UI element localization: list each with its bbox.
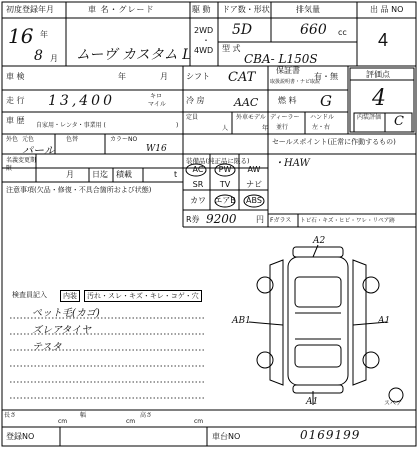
height-unit: cm [194,418,204,425]
recycle-unit: 円 [256,215,264,224]
history-close: ) [176,122,179,129]
history-sub: 自家用・レンタ・事業用 ( [36,122,106,129]
color-no-value: W16 [146,144,167,154]
equipment-circle-mark [244,195,264,207]
grade-value: 4 [372,86,386,111]
inspector-note-2: ズレアタイヤ [32,325,92,336]
dealer-sub: 並行 [276,124,289,131]
doors-label: ドア数・形状 [222,5,270,14]
title-day-unit: 日迄 [92,170,108,179]
exterior-color-label: 外色 [6,136,19,143]
mark-front: A2 [313,236,326,246]
glass-label: Fガラス [270,217,292,224]
notes-label: 注意事項(欠品・修復・不具合箇所および状態) [6,186,152,194]
doors-value: 5D [232,22,253,38]
model-change-label: 外車モデル [236,114,266,121]
car-name-value: ムーヴ カスタム L [76,47,192,63]
year-value: 16 [8,24,34,48]
chassis-label: 車台NO [212,432,241,441]
mark-right: A1 [378,316,391,326]
sales-point-value: ・HAW [274,158,310,169]
height-label: 高さ [140,412,153,419]
right-front-wheel [363,277,379,293]
width-label: 幅 [80,412,87,419]
month-unit: 月 [50,54,58,63]
left-side-view [270,260,283,385]
inspection-year-unit: 年 [118,72,126,81]
equipment-label: 装備品(純正品に限る) [186,157,250,165]
shift-value: CAT [228,70,256,85]
mileage-unit-km: キロ [150,93,163,100]
spare-label: スペア [384,400,403,407]
equipment-circle-mark [186,164,206,176]
glass-damage-legend: トビ石・キズ・ヒビ・ワレ・リペア跡 [300,218,395,224]
chassis-value: 0169199 [300,428,361,442]
warranty-label: 保証書 [276,66,300,75]
model-value: CBA- L150S [244,52,318,66]
mileage-label: 走 行 [6,96,25,105]
model-change-unit: 年 [262,125,269,132]
model-label: 型 式 [222,44,241,53]
inspector-label: 検査員記入 [12,291,47,299]
warranty-sub: 取扱説明書・ナビ取説 [270,79,321,85]
right-rear-wheel [363,352,379,368]
grade-label: 評価点 [366,70,390,79]
rear-bumper [293,385,343,393]
length-unit: cm [58,418,68,425]
cc-unit: cc [338,28,347,37]
ac-label: 冷 房 [186,96,205,105]
color-no-label: カラーNO [110,136,138,143]
first-reg-label: 初度登録年月 [6,5,54,14]
right-side-view [353,260,366,385]
load-label: 積載 [116,170,132,179]
title-change-label: 名義変更期限 [6,157,37,172]
registration-label: 登録NO [6,432,35,441]
equipment-item: AW [247,165,261,174]
inspection-label: 車 検 [6,72,25,81]
rear-window [295,345,341,367]
recycle-value: 9200 [206,212,237,226]
fuel-label: 燃 料 [278,96,297,105]
length-label: 長さ [4,412,17,419]
handle-label: ハンドル [310,114,335,121]
mileage-value: 13,400 [48,93,115,109]
left-rear-wheel [257,352,273,368]
damage-legend: 汚れ・スレ・キズ・キレ・コゲ・穴 [84,290,202,302]
month-value: 8 [34,48,43,64]
warranty-value: 有・無 [314,72,338,81]
lot-label: 出 品 NO [370,5,404,14]
color-value: パール [22,144,55,157]
drive-label: 駆 動 [192,5,211,14]
mark-rear: A1 [306,397,319,407]
displacement-label: 排気量 [296,5,320,14]
left-front-wheel [257,277,273,293]
mark-left: AB1 [232,316,251,326]
equipment-circle-mark [215,195,235,207]
front-bumper [293,247,343,257]
equipment-item: TV [219,180,231,189]
sales-point-label: セールスポイント(正常に作動するもの) [272,138,396,146]
interior-value: C [394,114,404,129]
fuel-value: G [320,92,332,110]
width-unit: cm [126,418,136,425]
equipment-item: AC [192,165,204,174]
handle-value: 左・右 [312,124,331,131]
year-unit: 年 [40,30,48,39]
dealer-label: ディーラー [270,114,300,121]
car-body-top-view [288,257,348,385]
history-label: 車 歴 [6,116,25,125]
inspector-note-3: テスタ [32,342,62,353]
equipment-item: エアB [214,196,236,205]
interior-label: 内装評価 [357,114,382,121]
drive-separator: ・ [202,36,210,45]
exterior-color-sub: 元色 [22,136,35,143]
lot-value: 4 [378,30,389,50]
equipment-circle-mark [215,164,235,176]
equipment-item: カワ [190,196,206,205]
drive-4wd: 4WD [194,46,214,55]
windshield [295,277,341,307]
inspector-note-1: ペット毛(カゴ) [32,308,100,319]
equipment-item: ABS [246,196,262,205]
equipment-circles [183,160,268,210]
capacity-unit: 人 [222,125,229,132]
recycle-label: R券 [186,215,200,224]
title-month-unit: 月 [66,170,74,179]
equipment-item: PW [218,165,232,174]
inspection-month-unit: 月 [160,72,168,81]
drive-2wd: 2WD [194,26,214,35]
color-change-label: 色替 [66,136,79,143]
mileage-unit-mile: マイル [148,101,166,108]
shift-label: シフト [186,72,210,81]
inspector-interior-tag: 内装 [60,290,80,302]
capacity-label: 定員 [186,114,199,121]
name-grade-label: 車 名・グレード [88,5,155,14]
ac-value: AAC [234,96,259,109]
equipment-item: ナビ [246,180,262,189]
displacement-value: 660 [300,22,327,38]
load-unit: t [174,170,178,179]
equipment-item: SR [192,180,204,189]
